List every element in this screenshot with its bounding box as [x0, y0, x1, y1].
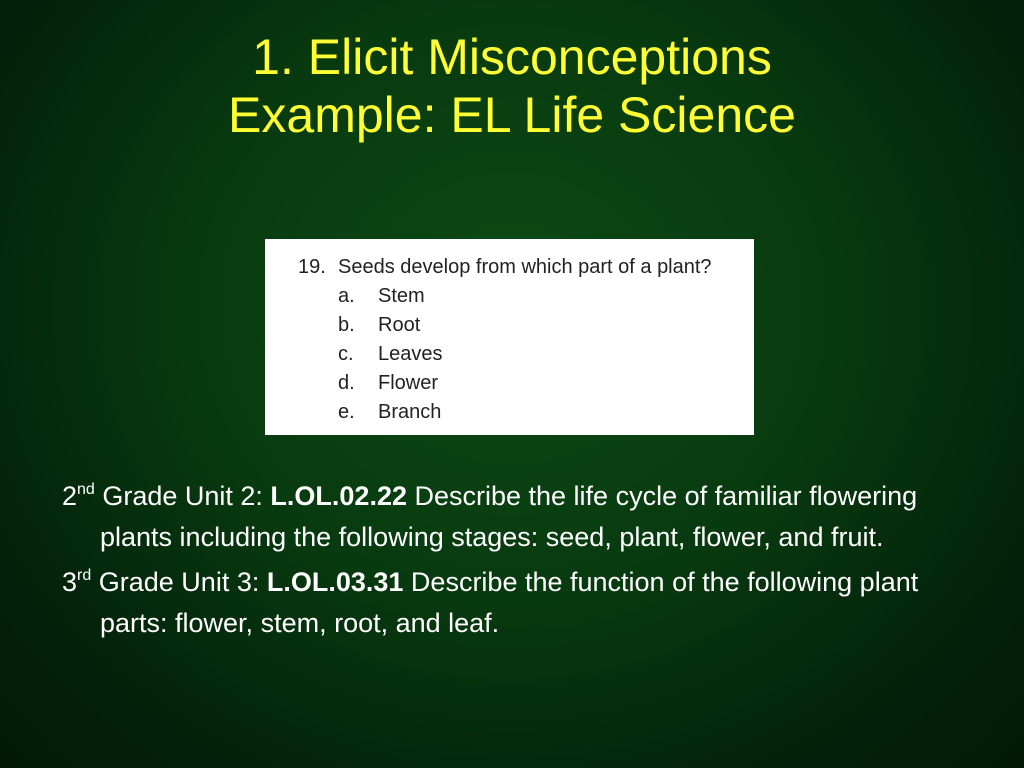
answer-option [265, 369, 754, 398]
option-text: Stem [378, 285, 425, 307]
answer-option [265, 398, 754, 427]
grade-ordinal: nd [77, 481, 95, 498]
answer-option [265, 282, 754, 311]
option-letter: a. [338, 285, 355, 307]
option-text: Root [378, 314, 421, 336]
question-number: 19. [298, 256, 326, 278]
slide-title [0, 28, 1024, 144]
grade-number: 3 [62, 567, 78, 597]
option-letter: b. [338, 314, 355, 336]
option-letter: e. [338, 401, 355, 423]
unit-label: Grade Unit 2: [94, 481, 271, 511]
option-text: Leaves [378, 343, 443, 365]
standard-code: L.OL.03.31 [266, 567, 404, 597]
standard-description: Describe the function of the following plant parts: flower, stem, root, and leaf. [100, 567, 919, 638]
unit-label: Grade Unit 3: [91, 567, 267, 597]
option-letter: d. [338, 372, 355, 394]
answer-option [265, 311, 754, 340]
grade-ordinal: rd [77, 567, 92, 584]
title-line-2: Example: EL Life Science [228, 87, 796, 143]
standard-code: L.OL.02.22 [270, 481, 407, 511]
standard-item-grade-3 [62, 562, 962, 644]
option-text: Branch [378, 401, 442, 423]
standard-description: Describe the life cycle of familiar flowering plants including the following stages: seed, plant, flower, and fruit. [100, 481, 918, 552]
standard-item-grade-2 [62, 476, 962, 558]
question-image [265, 239, 754, 435]
standards-list [62, 476, 962, 648]
question-text: Seeds develop from which part of a plant? [338, 256, 712, 278]
grade-number: 2 [62, 481, 78, 511]
option-text: Flower [378, 372, 439, 394]
question-stem [265, 253, 754, 282]
option-letter: c. [338, 343, 354, 365]
title-line-1: 1. Elicit Misconceptions [252, 29, 772, 85]
answer-option [265, 340, 754, 369]
